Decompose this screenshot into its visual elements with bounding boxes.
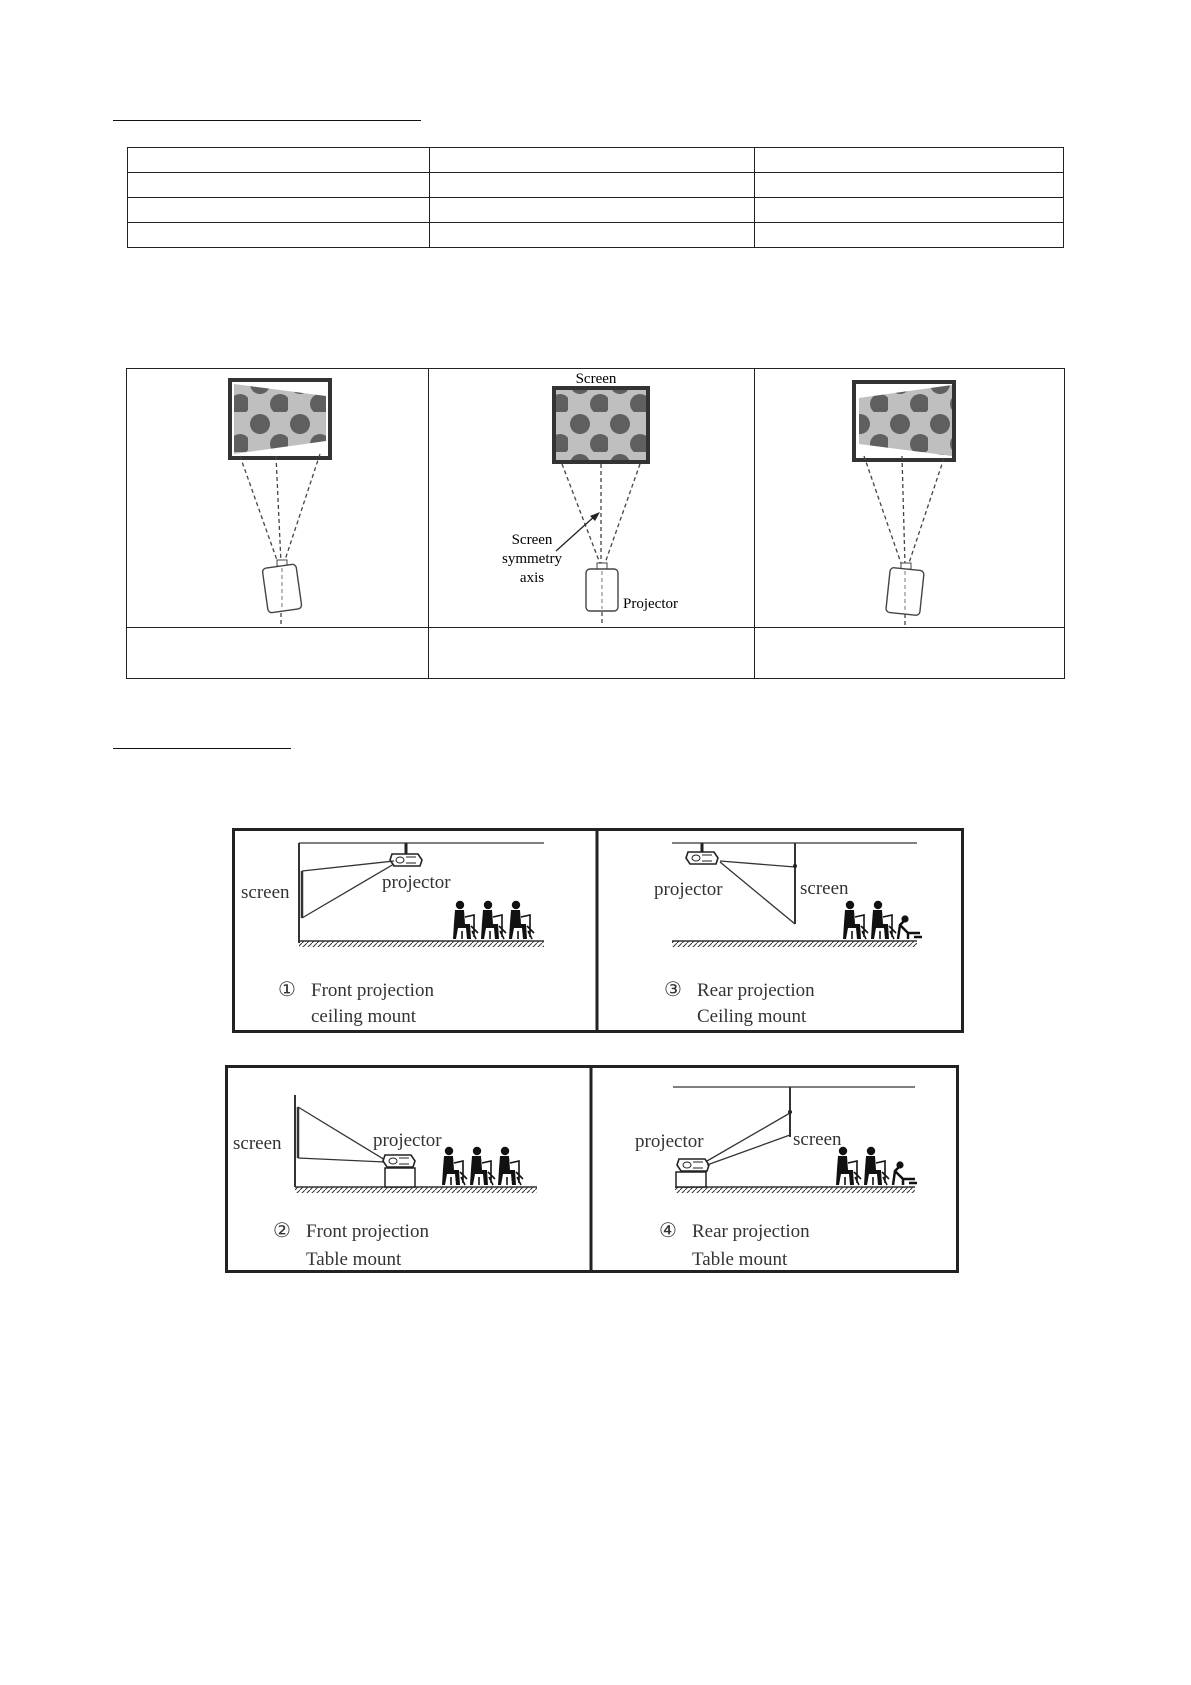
screen-label: screen <box>241 882 290 903</box>
screen-label: screen <box>793 1129 842 1150</box>
panel-number: ③ <box>664 979 682 1001</box>
section-heading-underline-installation <box>113 748 291 749</box>
axis-label-line1: Screen <box>511 532 553 548</box>
screen-label: screen <box>233 1133 282 1154</box>
rear-ceiling-panel <box>654 843 922 1027</box>
panel-number: ④ <box>659 1220 677 1242</box>
projector-label: projector <box>635 1131 704 1152</box>
front-table-panel <box>233 1095 537 1270</box>
panel-mount: Ceiling mount <box>697 1006 807 1027</box>
front-ceiling-panel <box>241 843 544 1027</box>
panel-number: ② <box>273 1220 291 1242</box>
projector-label: projector <box>382 872 451 893</box>
panel-title: Front projection <box>311 980 434 1001</box>
table-row <box>128 173 1064 198</box>
projector-label: projector <box>373 1130 442 1151</box>
panel-title: Rear projection <box>697 980 815 1001</box>
screen-label: Screen <box>575 371 617 387</box>
screen-label: screen <box>800 878 849 899</box>
panel-number: ① <box>278 979 296 1001</box>
keystone-correct-illustration <box>502 371 678 624</box>
keystone-left-illustration <box>230 380 330 624</box>
keystone-diagram-table <box>126 368 1065 680</box>
axis-label-line2: symmetry <box>502 551 562 567</box>
panel-mount: Table mount <box>306 1249 402 1270</box>
keystone-right-illustration <box>854 382 954 626</box>
panel-mount: Table mount <box>692 1249 788 1270</box>
panel-title: Rear projection <box>692 1221 810 1242</box>
rear-table-panel <box>635 1087 917 1270</box>
panel-mount: ceiling mount <box>311 1006 417 1027</box>
table-row <box>128 198 1064 223</box>
table-row <box>128 223 1064 248</box>
projector-label: projector <box>654 879 723 900</box>
panel-title: Front projection <box>306 1221 429 1242</box>
axis-label-line3: axis <box>519 570 545 586</box>
installation-ceiling-figure <box>232 828 964 1034</box>
projector-label: Projector <box>623 596 678 612</box>
installation-table-figure <box>225 1065 959 1274</box>
section-heading-underline-specs <box>113 120 421 121</box>
table-row <box>128 148 1064 173</box>
specs-table <box>127 147 1064 248</box>
